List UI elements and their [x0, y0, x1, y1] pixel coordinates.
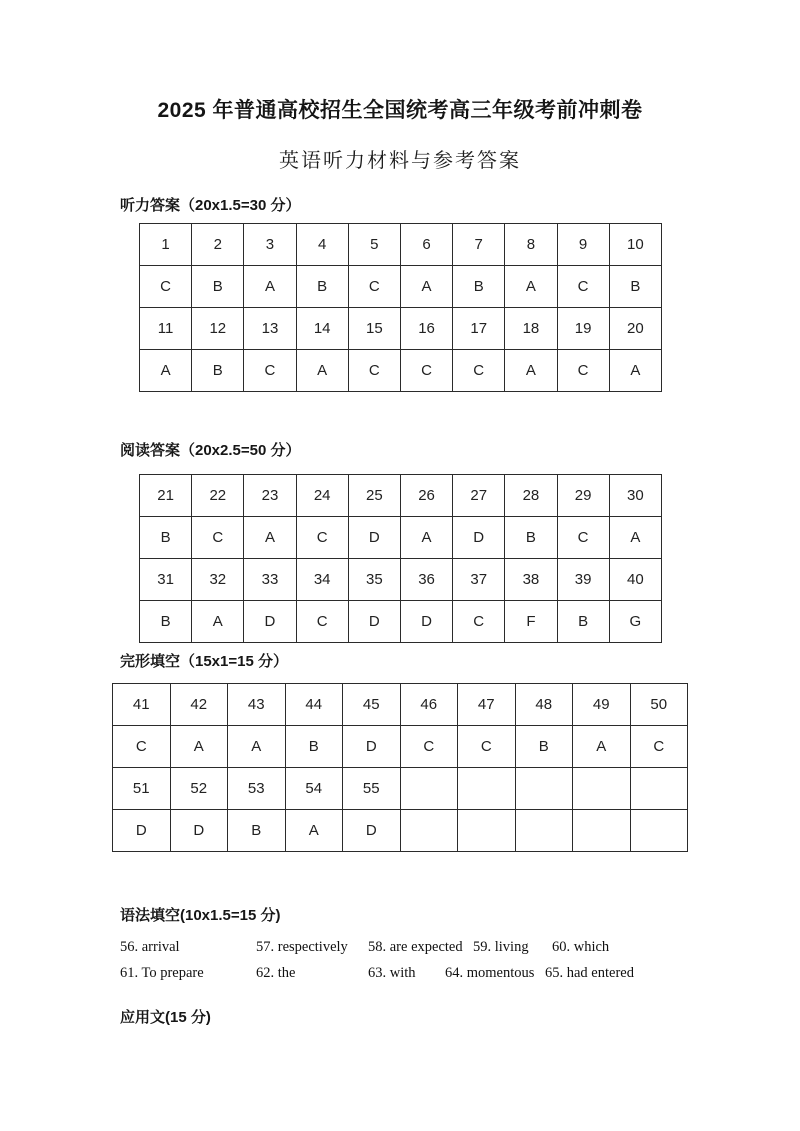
answer-cell: 39	[557, 559, 609, 601]
answer-cell: F	[505, 601, 557, 643]
answer-cell: B	[609, 266, 661, 308]
answer-cell: 4	[296, 224, 348, 266]
answer-cell: D	[453, 517, 505, 559]
answer-cell: C	[557, 350, 609, 392]
section-heading-listening: 听力答案（20x1.5=30 分）	[120, 197, 301, 214]
answer-cell: D	[170, 810, 228, 852]
answer-cell: A	[505, 350, 557, 392]
answer-cell: B	[515, 726, 573, 768]
answer-cell: A	[285, 810, 343, 852]
answer-table-row	[140, 475, 662, 517]
answer-cell: 36	[400, 559, 452, 601]
answer-cell: B	[505, 517, 557, 559]
answer-cell: 24	[296, 475, 348, 517]
answer-cell: B	[192, 350, 244, 392]
answer-cell: C	[244, 350, 296, 392]
answer-cell: 32	[192, 559, 244, 601]
answer-cell: 51	[113, 768, 171, 810]
answer-cell: 46	[400, 684, 458, 726]
answer-cell: 8	[505, 224, 557, 266]
answer-cell	[515, 768, 573, 810]
reading-answers-table	[139, 474, 662, 643]
answer-cell: 23	[244, 475, 296, 517]
answer-table-row	[113, 768, 688, 810]
answer-cell: 14	[296, 308, 348, 350]
answer-cell: 25	[348, 475, 400, 517]
answer-cell: 53	[228, 768, 286, 810]
grammar-answers-row-2	[120, 962, 800, 988]
answer-cell: 42	[170, 684, 228, 726]
answer-cell	[630, 810, 688, 852]
answer-cell: B	[140, 601, 192, 643]
answer-cell: 15	[348, 308, 400, 350]
answer-cell: D	[343, 810, 401, 852]
grammar-answer-item: 65. had entered	[545, 965, 634, 981]
cloze-answers-table	[112, 683, 688, 852]
answer-cell: D	[343, 726, 401, 768]
answer-cell: D	[244, 601, 296, 643]
listening-answers-table	[139, 223, 662, 392]
grammar-answer-item: 59. living	[473, 939, 529, 955]
answer-cell: 28	[505, 475, 557, 517]
grammar-answer-item: 60. which	[552, 939, 610, 955]
grammar-answer-item: 62. the	[256, 965, 296, 981]
answer-cell: A	[573, 726, 631, 768]
answer-cell: C	[453, 350, 505, 392]
answer-cell: 55	[343, 768, 401, 810]
answer-cell: 3	[244, 224, 296, 266]
answer-table-row	[140, 224, 662, 266]
answer-cell: A	[296, 350, 348, 392]
answer-cell: 9	[557, 224, 609, 266]
answer-table-row	[140, 601, 662, 643]
answer-table-row	[140, 517, 662, 559]
answer-cell: 37	[453, 559, 505, 601]
answer-cell	[458, 810, 516, 852]
answer-cell: 30	[609, 475, 661, 517]
grammar-answers-block	[0, 936, 800, 988]
answer-cell: 41	[113, 684, 171, 726]
answer-cell: 31	[140, 559, 192, 601]
answer-cell	[630, 768, 688, 810]
answer-cell: 54	[285, 768, 343, 810]
answer-cell	[400, 768, 458, 810]
answer-cell: C	[348, 350, 400, 392]
answer-cell: 33	[244, 559, 296, 601]
answer-cell: 49	[573, 684, 631, 726]
answer-cell: 27	[453, 475, 505, 517]
answer-cell: 52	[170, 768, 228, 810]
answer-cell: B	[296, 266, 348, 308]
answer-cell	[573, 810, 631, 852]
answer-table-row	[113, 726, 688, 768]
answer-cell: 35	[348, 559, 400, 601]
answer-cell: B	[228, 810, 286, 852]
answer-cell: A	[609, 350, 661, 392]
answer-cell: C	[557, 266, 609, 308]
answer-cell: 26	[400, 475, 452, 517]
answer-table-row	[140, 308, 662, 350]
answer-cell: A	[400, 517, 452, 559]
answer-cell: A	[228, 726, 286, 768]
answer-cell: C	[453, 601, 505, 643]
section-heading-reading: 阅读答案（20x2.5=50 分）	[120, 442, 301, 459]
answer-cell	[458, 768, 516, 810]
answer-cell: D	[348, 517, 400, 559]
answer-cell: 2	[192, 224, 244, 266]
answer-cell: A	[244, 266, 296, 308]
answer-cell: G	[609, 601, 661, 643]
answer-cell: 38	[505, 559, 557, 601]
answer-cell: 44	[285, 684, 343, 726]
answer-cell: 48	[515, 684, 573, 726]
answer-cell: 19	[557, 308, 609, 350]
answer-cell: D	[348, 601, 400, 643]
answer-cell: B	[557, 601, 609, 643]
answer-cell: B	[285, 726, 343, 768]
answer-cell: A	[192, 601, 244, 643]
answer-cell: C	[630, 726, 688, 768]
answer-table-row	[140, 559, 662, 601]
answer-cell: 34	[296, 559, 348, 601]
answer-cell	[515, 810, 573, 852]
answer-cell: 29	[557, 475, 609, 517]
page-subtitle: 英语听力材料与参考答案	[279, 150, 521, 172]
answer-cell: 5	[348, 224, 400, 266]
answer-cell: B	[140, 517, 192, 559]
section-heading-cloze: 完形填空（15x1=15 分）	[120, 653, 288, 670]
answer-cell: 16	[400, 308, 452, 350]
grammar-answer-item: 64. momentous	[445, 965, 535, 981]
page-title: 2025 年普通高校招生全国统考高三年级考前冲刺卷	[157, 99, 643, 122]
answer-cell: B	[192, 266, 244, 308]
answer-cell: 17	[453, 308, 505, 350]
answer-table-row	[140, 350, 662, 392]
grammar-answer-item: 56. arrival	[120, 939, 180, 955]
grammar-answer-item: 61. To prepare	[120, 965, 204, 981]
answer-cell: A	[400, 266, 452, 308]
answer-cell: C	[296, 601, 348, 643]
answer-cell	[400, 810, 458, 852]
answer-cell: A	[170, 726, 228, 768]
answer-cell: 47	[458, 684, 516, 726]
answer-cell: 12	[192, 308, 244, 350]
answer-cell: 13	[244, 308, 296, 350]
answer-cell: C	[400, 350, 452, 392]
answer-cell: 1	[140, 224, 192, 266]
answer-cell: A	[609, 517, 661, 559]
grammar-answers-row-1	[120, 936, 800, 962]
grammar-answer-item: 63. with	[368, 965, 416, 981]
answer-cell: A	[140, 350, 192, 392]
answer-cell: C	[192, 517, 244, 559]
grammar-answer-item: 57. respectively	[256, 939, 348, 955]
answer-cell: 22	[192, 475, 244, 517]
answer-cell: 7	[453, 224, 505, 266]
answer-cell: 18	[505, 308, 557, 350]
answer-cell: C	[296, 517, 348, 559]
section-heading-writing: 应用文(15 分)	[120, 1009, 211, 1026]
answer-cell: 21	[140, 475, 192, 517]
answer-cell: 6	[400, 224, 452, 266]
answer-cell: 10	[609, 224, 661, 266]
answer-cell: A	[244, 517, 296, 559]
answer-cell: 11	[140, 308, 192, 350]
answer-cell: C	[458, 726, 516, 768]
answer-table-row	[113, 684, 688, 726]
answer-cell: 45	[343, 684, 401, 726]
answer-cell: 20	[609, 308, 661, 350]
answer-cell: D	[400, 601, 452, 643]
answer-cell: A	[505, 266, 557, 308]
answer-cell: 43	[228, 684, 286, 726]
answer-cell: C	[140, 266, 192, 308]
answer-cell: D	[113, 810, 171, 852]
answer-cell: C	[348, 266, 400, 308]
answer-cell: B	[453, 266, 505, 308]
answer-cell: C	[113, 726, 171, 768]
answer-table-row	[140, 266, 662, 308]
answer-cell: C	[400, 726, 458, 768]
section-heading-grammar: 语法填空(10x1.5=15 分)	[120, 907, 281, 924]
answer-cell	[573, 768, 631, 810]
answer-cell: C	[557, 517, 609, 559]
answer-cell: 50	[630, 684, 688, 726]
grammar-answer-item: 58. are expected	[368, 939, 463, 955]
answer-cell: 40	[609, 559, 661, 601]
answer-table-row	[113, 810, 688, 852]
